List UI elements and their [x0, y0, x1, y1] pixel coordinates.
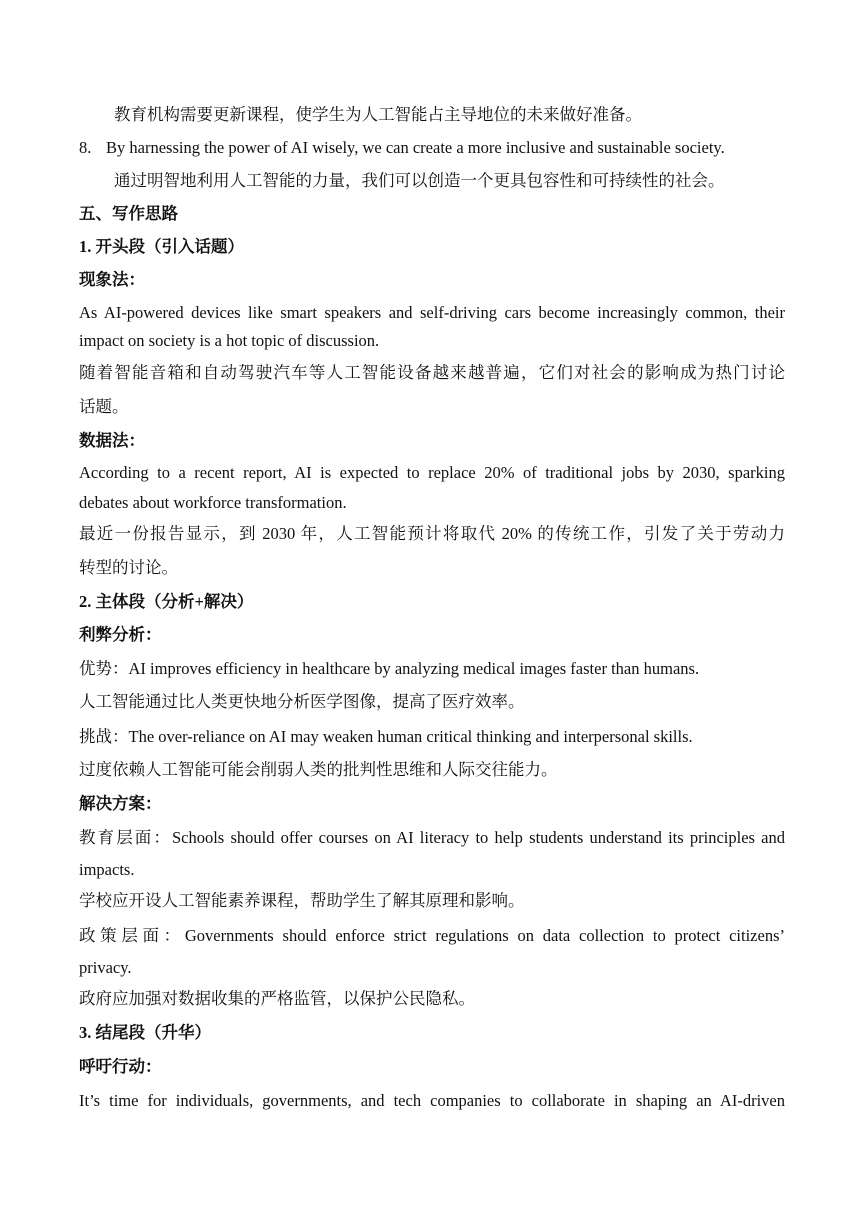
translation-line: 话题。	[79, 397, 129, 416]
list-number: 8.	[79, 138, 92, 157]
section-heading: 五、写作思路	[79, 204, 178, 223]
translation-line: 人工智能通过比人类更快地分析医学图像，提高了医疗效率。	[79, 692, 525, 711]
method-label: 数据法：	[79, 431, 145, 450]
subsection-heading: 3. 结尾段（升华）	[79, 1023, 211, 1042]
translation-line: 随着智能音箱和自动驾驶汽车等人工智能设备越来越普遍，它们对社会的影响成为热门讨论	[79, 363, 785, 382]
example-line: 教育层面：Schools should offer courses on AI literacy to help students understand its principles and	[79, 828, 785, 847]
example-line: impact on society is a hot topic of discussion.	[79, 331, 380, 350]
method-label: 呼吁行动：	[79, 1057, 162, 1076]
example-line: According to a recent report, AI is expected to replace 20% of traditional jobs by 2030, sparking	[79, 463, 785, 482]
example-line: 政策层面：Governments should enforce strict regulations on data collection to protect citizens’	[79, 926, 785, 945]
example-line: As AI-powered devices like smart speakers and self-driving cars become increasingly common, their	[79, 303, 785, 322]
translation-line: 学校应开设人工智能素养课程，帮助学生了解其原理和影响。	[79, 891, 525, 910]
example-line: It’s time for individuals, governments, and tech companies to collaborate in shaping an AI-driven	[79, 1091, 785, 1110]
example-line: 优势：AI improves efficiency in healthcare by analyzing medical images faster than humans.	[79, 659, 700, 678]
numbered-sentence-8	[79, 137, 785, 159]
example-line: privacy.	[79, 958, 132, 977]
method-label: 利弊分析：	[79, 625, 162, 644]
translation-line: 过度依赖人工智能可能会削弱人类的批判性思维和人际交往能力。	[79, 760, 558, 779]
translation-line: 最近一份报告显示，到 2030 年，人工智能预计将取代 20% 的传统工作，引发了关于劳动力	[79, 524, 785, 543]
translation-line: 政府应加强对数据收集的严格监管，以保护公民隐私。	[79, 989, 475, 1008]
subsection-heading: 1. 开头段（引入话题）	[79, 237, 244, 256]
translation-line: 教育机构需要更新课程，使学生为人工智能占主导地位的未来做好准备。	[114, 105, 642, 124]
translation-line: 转型的讨论。	[79, 558, 178, 577]
subsection-heading: 2. 主体段（分析+解决）	[79, 592, 254, 611]
example-line: debates about workforce transformation.	[79, 493, 347, 512]
example-line: impacts.	[79, 860, 135, 879]
example-line: 挑战：The over-reliance on AI may weaken human critical thinking and interpersonal skills.	[79, 727, 693, 746]
translation-line: 通过明智地利用人工智能的力量，我们可以创造一个更具包容性和可持续性的社会。	[114, 171, 725, 190]
method-label: 现象法：	[79, 270, 145, 289]
method-label: 解决方案：	[79, 794, 162, 813]
sentence-text: By harnessing the power of AI wisely, we can create a more inclusive and sustainable society.	[106, 138, 725, 157]
